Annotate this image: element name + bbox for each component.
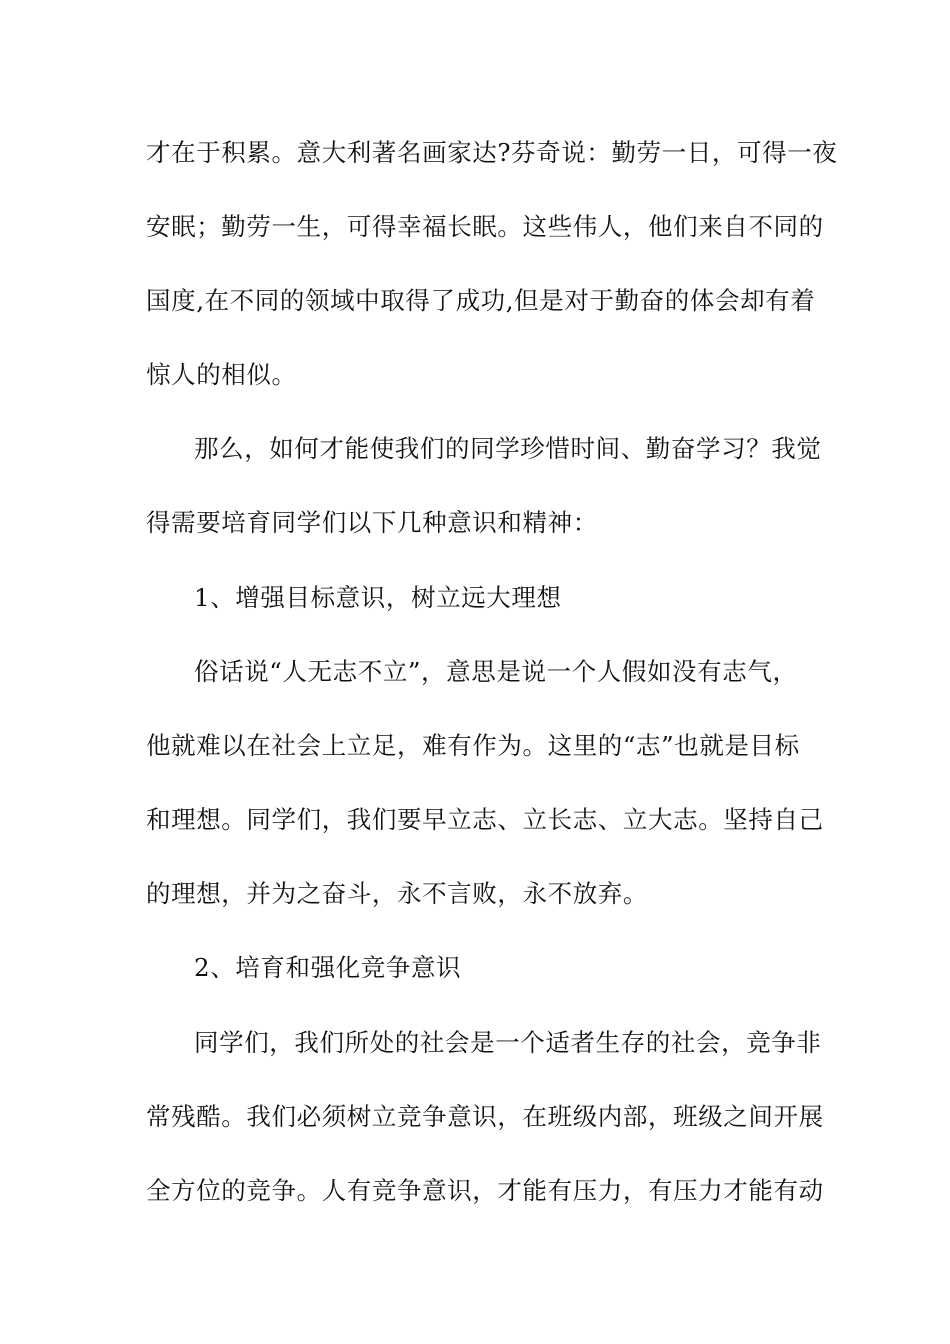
paragraph-first-line: 俗话说“人无志不立”，意思是说一个人假如没有志气， xyxy=(194,657,798,686)
body-text-line: 惊人的相似。 xyxy=(146,360,297,389)
body-text-line: 安眠；勤劳一生，可得幸福长眠。这些伟人，他们来自不同的 xyxy=(146,212,824,241)
body-text-line: 的理想，并为之奋斗，永不言败，永不放弃。 xyxy=(146,879,648,908)
paragraph-first-line: 同学们，我们所处的社会是一个适者生存的社会，竞争非 xyxy=(194,1028,822,1057)
body-text-line: 他就难以在社会上立足，难有作为。这里的“志”也就是目标 xyxy=(146,731,800,760)
body-text-line: 得需要培育同学们以下几种意识和精神： xyxy=(146,508,598,537)
body-text-line: 国度,在不同的领域中取得了成功,但是对于勤奋的体会却有着 xyxy=(146,286,816,315)
body-text-line: 和理想。同学们，我们要早立志、立长志、立大志。坚持自己 xyxy=(146,805,824,834)
body-text-line: 常残酷。我们必须树立竞争意识，在班级内部，班级之间开展 xyxy=(146,1102,824,1131)
section-heading: 2、培育和强化竞争意识 xyxy=(194,953,462,982)
body-text-line: 才在于积累。意大利著名画家达?芬奇说：勤劳一日，可得一夜 xyxy=(146,138,838,167)
paragraph-first-line: 那么，如何才能使我们的同学珍惜时间、勤奋学习？我觉 xyxy=(194,434,822,463)
section-heading: 1、增强目标意识，树立远大理想 xyxy=(194,583,562,612)
body-text-line: 全方位的竞争。人有竞争意识，才能有压力，有压力才能有动 xyxy=(146,1176,824,1205)
